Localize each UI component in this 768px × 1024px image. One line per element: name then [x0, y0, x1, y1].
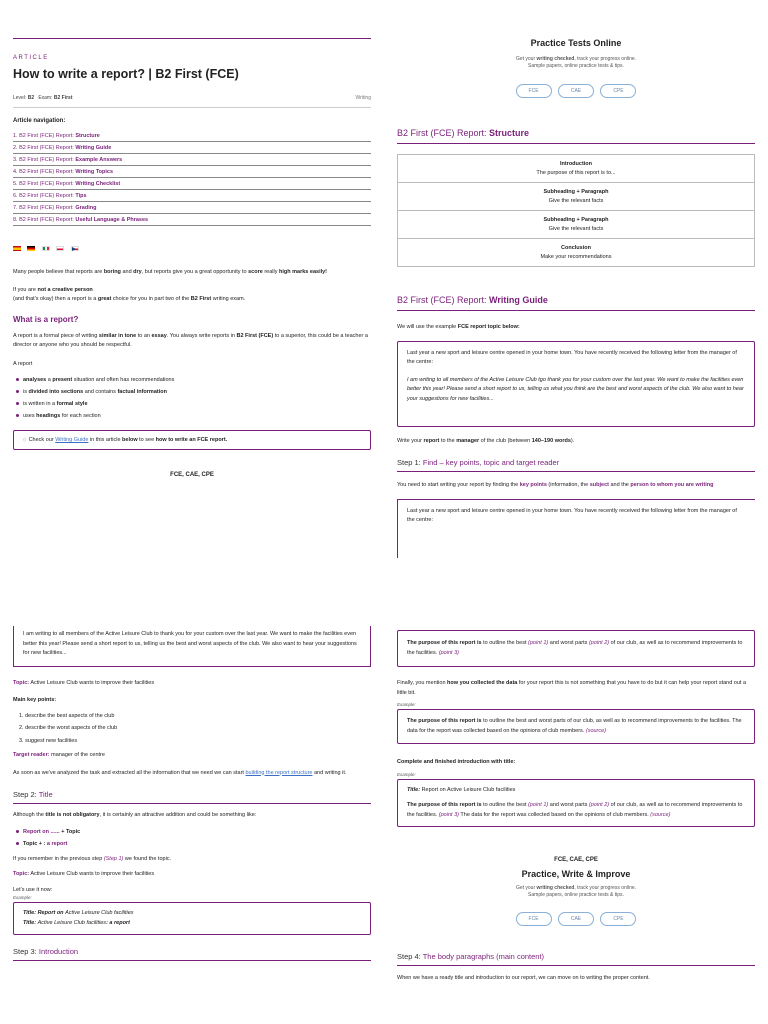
list-item: 1. describe the best aspects of the club: [19, 712, 115, 719]
nav-bold: Example Answers: [75, 157, 123, 163]
finally-paragraph: [397, 679, 755, 698]
purpose-text-3: [407, 801, 745, 820]
cpe-pill-button[interactable]: CPE: [600, 912, 636, 926]
text: (and that's okay) then a report is a: [13, 296, 98, 302]
text-bold: : a report: [106, 919, 130, 926]
text-bold: score: [248, 269, 263, 275]
task-paragraph-2: I am writing to all members of the Active Leisure Club tgo thank you for your custom over the last year. We want to make the facilities even better this year! Please send a short report to us, telling us what you think are the best and worst aspects of the club. We also want to hear your suggestions for new facilities...: [407, 376, 744, 402]
text-bold: great: [97, 296, 112, 302]
text: We will use the example: [397, 324, 458, 330]
text-bold: divided into sections: [28, 389, 84, 395]
text: to outline the best: [481, 802, 529, 808]
guide-divider: [397, 310, 755, 311]
text-bold: The purpose of this report is: [407, 718, 482, 724]
guide-intro: [397, 323, 755, 333]
step3-divider: [13, 960, 371, 961]
text-bold: Title:: [407, 786, 421, 793]
text-bold: analyses: [23, 377, 47, 383]
text: and contains: [83, 389, 118, 395]
text-bold: a report: [46, 840, 68, 847]
purpose-box-1: [397, 630, 755, 667]
text-bold: not a creative person: [37, 286, 93, 293]
flag-es-icon[interactable]: [13, 246, 21, 251]
topic2-line: [13, 870, 371, 880]
text-bold: Title: Report on: [23, 910, 66, 916]
analyzed-paragraph: [13, 769, 371, 779]
step2-divider: [13, 803, 371, 804]
purpose-box-3: [397, 779, 755, 828]
list-item: [13, 826, 371, 838]
text-italic: (point 3): [438, 811, 459, 818]
quote-box: [13, 626, 371, 667]
text: to see: [137, 437, 156, 443]
write-instructions: [397, 437, 755, 447]
text: and: [120, 269, 134, 275]
text: ).: [570, 437, 575, 444]
text: we found the topic.: [123, 855, 172, 862]
nav-prefix: 5. B2 First (FCE) Report:: [13, 181, 76, 187]
text: to outline the best and worst parts of our club, as well as to recommend improvements to the facilities. The data for the report was collected based on the opinions of club members.: [407, 718, 742, 734]
text-bold: how you collected the data: [447, 680, 518, 686]
text-bold: Title:: [23, 919, 38, 926]
text-bold: writing checked: [536, 885, 575, 891]
flag-pl-icon[interactable]: [56, 246, 64, 251]
heading-bold: Writing Guide: [489, 295, 548, 305]
step-prefix: Step 4:: [397, 952, 423, 961]
text-bold: dry: [133, 269, 142, 275]
nav-prefix: 2. B2 First (FCE) Report:: [13, 145, 76, 151]
row-desc: The purpose of this report is to...: [536, 169, 616, 176]
cae-pill-button[interactable]: CAE: [558, 84, 594, 98]
nav-bold: Writing Topics: [75, 169, 114, 175]
nav-bold: Writing Checklist: [75, 181, 121, 187]
list-item: [13, 386, 371, 398]
purpose-box-2: [397, 709, 755, 744]
nav-item-writing-checklist[interactable]: [13, 178, 371, 190]
complete-heading: Complete and finished introduction with title:: [397, 759, 516, 765]
topic-line: [13, 679, 371, 689]
example-title-1: [23, 909, 361, 919]
nav-item-tips[interactable]: [13, 190, 371, 202]
text: Get your: [515, 885, 537, 891]
text: to outline the best: [481, 640, 529, 646]
exam-pills-2: [397, 907, 755, 926]
text: of our club, as well as to recommend improvements to the facilities.: [407, 802, 743, 818]
flag-de-icon[interactable]: [27, 246, 35, 251]
promo-title: Practice Tests Online: [530, 38, 622, 48]
step-prefix: Step 3:: [13, 947, 39, 956]
text: , track your progress online.: [574, 885, 637, 891]
text-bold: boring: [103, 269, 121, 275]
left-top-column: [13, 38, 371, 538]
text: to an: [136, 332, 152, 339]
label: Topic:: [13, 871, 30, 877]
task-box: [397, 341, 755, 427]
text-bold: writing checked: [536, 56, 575, 62]
nav-prefix: 4. B2 First (FCE) Report:: [13, 169, 76, 175]
promo-subtitle-2: [397, 885, 755, 899]
text-italic: (Step 1): [103, 855, 124, 862]
text-bold: ......: [50, 828, 60, 835]
list-item: [13, 838, 371, 850]
nav-prefix: 3. B2 First (FCE) Report:: [13, 157, 76, 163]
row-desc: Give the relevant facts: [548, 197, 604, 204]
text: Sample papers, online practice tests & tips.: [528, 63, 624, 69]
article-meta: [13, 95, 371, 101]
step2-heading: [13, 790, 371, 799]
text-italic: (source): [650, 811, 671, 818]
title-paragraph: [13, 811, 371, 821]
label: Topic:: [13, 679, 30, 686]
text: Active Leisure Club wants to improve their facilities: [29, 679, 155, 686]
text: to a superior, this could be a teacher a director or anyone who you should be respectful.: [13, 332, 368, 348]
structure-heading: [397, 128, 755, 138]
text: Report on Active Leisure Club facilities: [420, 786, 516, 793]
left-bottom-column: [13, 626, 371, 1024]
text-bold: similar in tone: [98, 332, 137, 339]
report-structure-link[interactable]: building the report structure: [245, 769, 313, 776]
row-title: Introduction: [559, 161, 593, 167]
intro-paragraph-1: [13, 268, 371, 278]
structure-row-subheading-2: [398, 211, 754, 239]
a-report-label: A report: [13, 360, 33, 367]
structure-table: [397, 154, 755, 267]
text-bold: The purpose of this report is: [407, 802, 482, 808]
promo-label-2: FCE, CAE, CPE: [554, 857, 598, 863]
text: Active Leisure Club facilities: [37, 919, 107, 926]
flag-cz-icon[interactable]: [71, 246, 79, 251]
text: Although the: [13, 812, 46, 818]
text-bold: B2 First (FCE): [236, 332, 274, 339]
nav-bold: Writing Guide: [75, 145, 112, 151]
step4-divider: [397, 965, 755, 966]
task-paragraph-1: Last year a new sport and leisure centre opened in your home town. You have recently received the following letter from the manager of the centre:: [407, 349, 737, 365]
heading-bold: Structure: [489, 128, 530, 138]
text: manager of the centre: [49, 752, 105, 758]
text-bold: FCE report topic below:: [457, 324, 520, 330]
text: writing exam.: [211, 296, 246, 302]
what-is-report-heading: What is a report?: [13, 314, 79, 324]
text: and writing it.: [312, 769, 347, 776]
nav-bold: Useful Language & Phrases: [75, 217, 149, 223]
main-points-label: Main key points:: [13, 697, 57, 703]
text: a: [46, 377, 53, 383]
article-kicker: ARTICLE: [13, 55, 49, 61]
task-box-2: [397, 499, 755, 559]
text-bold: manager: [456, 437, 480, 444]
step-title: Find – key points, topic and target reader: [422, 458, 560, 467]
text: Write your: [397, 437, 424, 444]
text: If you are: [13, 286, 38, 293]
step-prefix: Step 1:: [397, 458, 423, 467]
text: for your report this is not something that you have to do but it can help your report stand out a little bit.: [397, 680, 747, 696]
nav-heading: Article navigation:: [13, 118, 66, 124]
meta-divider: [13, 107, 371, 108]
title-example-box: [13, 902, 371, 935]
meta-level-label: Level:: [13, 95, 27, 101]
structure-divider: [397, 143, 755, 144]
text-bold: 140–190 words: [531, 437, 571, 444]
promo-subtitle: [397, 56, 755, 70]
writing-guide-link[interactable]: Writing Guide: [55, 437, 89, 443]
row-title: Subheading + Paragraph: [543, 189, 609, 195]
text: Many people believe that reports are: [13, 269, 104, 275]
lets-use-line: Let's use it now:: [13, 886, 53, 893]
nav-prefix: 7. B2 First (FCE) Report:: [13, 205, 76, 211]
step1-paragraph: [397, 481, 755, 491]
text: . You always write reports in: [166, 332, 237, 339]
nav-item-structure[interactable]: [13, 130, 371, 142]
example-label: Example:: [13, 895, 32, 900]
nav-bold: Tips: [75, 193, 87, 199]
text-bold: key points: [519, 482, 547, 488]
language-flags: [13, 240, 371, 258]
step-title: Title: [38, 790, 53, 799]
meta-exam[interactable]: B2 First: [53, 95, 73, 101]
text: You need to start writing your report by finding the: [397, 482, 520, 488]
text-bold: formal style: [56, 401, 88, 407]
text: to the: [439, 437, 457, 444]
text-bold: + Topic: [59, 828, 81, 835]
purpose-title: [407, 786, 745, 796]
step3-heading: [13, 947, 371, 956]
text-bold: Topic + :: [23, 840, 47, 847]
text: Sample papers, online practice tests & tips.: [528, 892, 624, 898]
text-italic: (point 2): [588, 640, 610, 646]
step4-paragraph: When we have a ready title and introduction to our report, we can move on to writing the proper content.: [397, 975, 650, 981]
text-italic: (point 3): [438, 649, 459, 656]
step1-heading: [397, 458, 755, 467]
fce-pill-button[interactable]: FCE: [516, 84, 552, 98]
nav-item-grading[interactable]: [13, 202, 371, 214]
text-bold: how to write an FCE report.: [155, 437, 228, 443]
text: choice for you in part two of the: [111, 296, 191, 302]
text: of our club, as well as to recommend improvements to the facilities.: [407, 640, 743, 656]
nav-item-useful-language[interactable]: [13, 214, 371, 226]
list-item: [13, 398, 371, 410]
remember-line: [13, 855, 371, 865]
text: The data for the report was collected based on the opinions of club members.: [458, 811, 651, 818]
right-top-column: [397, 38, 755, 558]
target-reader-line: [13, 751, 371, 761]
nav-item-example-answers[interactable]: [13, 154, 371, 166]
task2-paragraph-1: Last year a new sport and leisure centre opened in your home town. You have recently received the following letter from the manager of the centre:: [407, 507, 737, 523]
meta-level[interactable]: B2: [27, 95, 35, 101]
what-is-report-paragraph: [13, 332, 371, 351]
structure-row-introduction: [398, 155, 754, 183]
meta-writing[interactable]: Writing: [355, 95, 371, 101]
text: and worst parts: [548, 640, 589, 646]
row-title: Subheading + Paragraph: [543, 217, 609, 223]
heading-prefix: B2 First (FCE) Report:: [397, 128, 490, 138]
text: Finally, you mention: [397, 680, 448, 686]
text: in this article: [88, 437, 123, 443]
article-navigation: [13, 130, 371, 226]
text-bold: Report on: [23, 828, 51, 835]
heading-prefix: B2 First (FCE) Report:: [397, 295, 490, 305]
writing-guide-heading: [397, 295, 755, 305]
structure-row-conclusion: [398, 239, 754, 266]
text: A report is a formal piece of writing: [13, 332, 99, 339]
nav-bold: Structure: [75, 133, 100, 139]
nav-prefix: 6. B2 First (FCE) Report:: [13, 193, 76, 199]
text: uses: [23, 413, 37, 419]
nav-item-writing-guide[interactable]: [13, 142, 371, 154]
text: Get your: [515, 56, 537, 62]
top-divider: [13, 38, 371, 39]
text-bold: B2 First: [190, 296, 212, 302]
tip-box: [13, 430, 371, 450]
row-title: Conclusion: [561, 245, 591, 251]
list-item: [13, 410, 371, 422]
step4-heading: [397, 952, 755, 961]
title-format-list: [13, 826, 371, 850]
text-bold: subject: [589, 482, 609, 488]
cpe-pill-button[interactable]: CPE: [600, 84, 636, 98]
nav-prefix: 1. B2 First (FCE) Report:: [13, 133, 76, 139]
main-points-list: [13, 710, 371, 748]
purpose-text-1: [407, 639, 745, 658]
nav-bold: Grading: [75, 205, 97, 211]
flag-cz-triangle: [72, 247, 76, 251]
text-italic: (point 2): [588, 802, 610, 808]
example-label-2: Example:: [397, 771, 416, 777]
intro-paragraph-2: [13, 286, 371, 305]
cae-pill-button[interactable]: CAE: [558, 912, 594, 926]
quote-text: I am writing to all members of the Active Leisure Club to thank you for your custom over the last year. We want to make the facilities even better this year! Please send a short report to us, telling us the best and worst aspects of the club. We also want to hear your suggestions for new facilities...: [23, 631, 357, 656]
text: As soon as we've analyzed the task and extracted all the information that we need we can start: [13, 769, 246, 776]
example-label: Example:: [397, 702, 416, 707]
text: Active Leisure Club wants to improve their facilities: [29, 871, 155, 877]
list-item: 2. describe the worst aspects of the club: [19, 725, 118, 731]
text: , but reports give you a great opportunity to: [141, 269, 249, 275]
label: Target reader:: [13, 752, 50, 758]
step-title: The body paragraphs (main content): [422, 952, 545, 961]
example-title-2: [23, 919, 361, 929]
text-bold: title is not obligatory: [45, 812, 100, 818]
text-bold: factual information: [117, 389, 167, 395]
text: Check our: [28, 437, 56, 443]
nav-item-writing-topics[interactable]: [13, 166, 371, 178]
meta-left: [13, 95, 73, 101]
text: is: [23, 389, 29, 395]
step-prefix: Step 2:: [13, 790, 39, 799]
text-italic: (point 1): [528, 640, 549, 646]
row-desc: Make your recommendations: [540, 253, 612, 260]
text: for each section: [60, 413, 101, 419]
text-bold: report: [423, 437, 440, 444]
report-features-list: [13, 374, 371, 422]
text: If you remember in the previous step: [13, 855, 104, 862]
right-bottom-column: [397, 630, 755, 1024]
text-italic: (source): [585, 727, 607, 734]
purpose-text-2: [407, 717, 745, 736]
text: and worst parts: [548, 802, 589, 808]
nav-prefix: 8. B2 First (FCE) Report:: [13, 217, 76, 223]
text-bold: The purpose of this report is: [407, 640, 482, 646]
text-italic: (point 1): [528, 802, 549, 808]
text-bold: below: [122, 437, 138, 443]
flag-it-icon[interactable]: [42, 246, 50, 251]
text: is written in a: [23, 401, 57, 407]
structure-row-subheading-1: [398, 183, 754, 211]
text-bold: present: [52, 377, 73, 383]
list-item: [13, 374, 371, 386]
text-bold: high marks easily!: [279, 269, 328, 275]
text-bold: essay: [151, 332, 167, 339]
text: Active Leisure Club facilities: [65, 910, 134, 916]
text-bold: headings: [36, 413, 61, 419]
page-title: How to write a report? | B2 First (FCE): [13, 67, 239, 81]
exam-pills: [397, 79, 755, 98]
promo-title-2: Practice, Write & Improve: [521, 869, 631, 879]
text: of the club (between: [479, 437, 532, 444]
lightbulb-icon: ☼: [22, 437, 28, 443]
text: situation and often has recommendations: [72, 377, 175, 383]
text: , it is certainly an attractive addition and could be something like:: [99, 812, 257, 818]
promo-label: FCE, CAE, CPE: [170, 472, 214, 478]
text: and the: [608, 482, 631, 488]
list-item: 3. suggest new facilities: [19, 737, 78, 744]
text: (information, the: [546, 482, 590, 488]
step-title: Introduction: [38, 947, 79, 956]
meta-exam-label: Exam:: [38, 95, 53, 101]
row-desc: Give the relevant facts: [548, 225, 604, 232]
text-bold: person to whom you are writing: [630, 482, 714, 488]
fce-pill-button[interactable]: FCE: [516, 912, 552, 926]
step1-divider: [397, 471, 755, 472]
text: really: [262, 269, 280, 275]
text: , track your progress online.: [574, 56, 637, 62]
